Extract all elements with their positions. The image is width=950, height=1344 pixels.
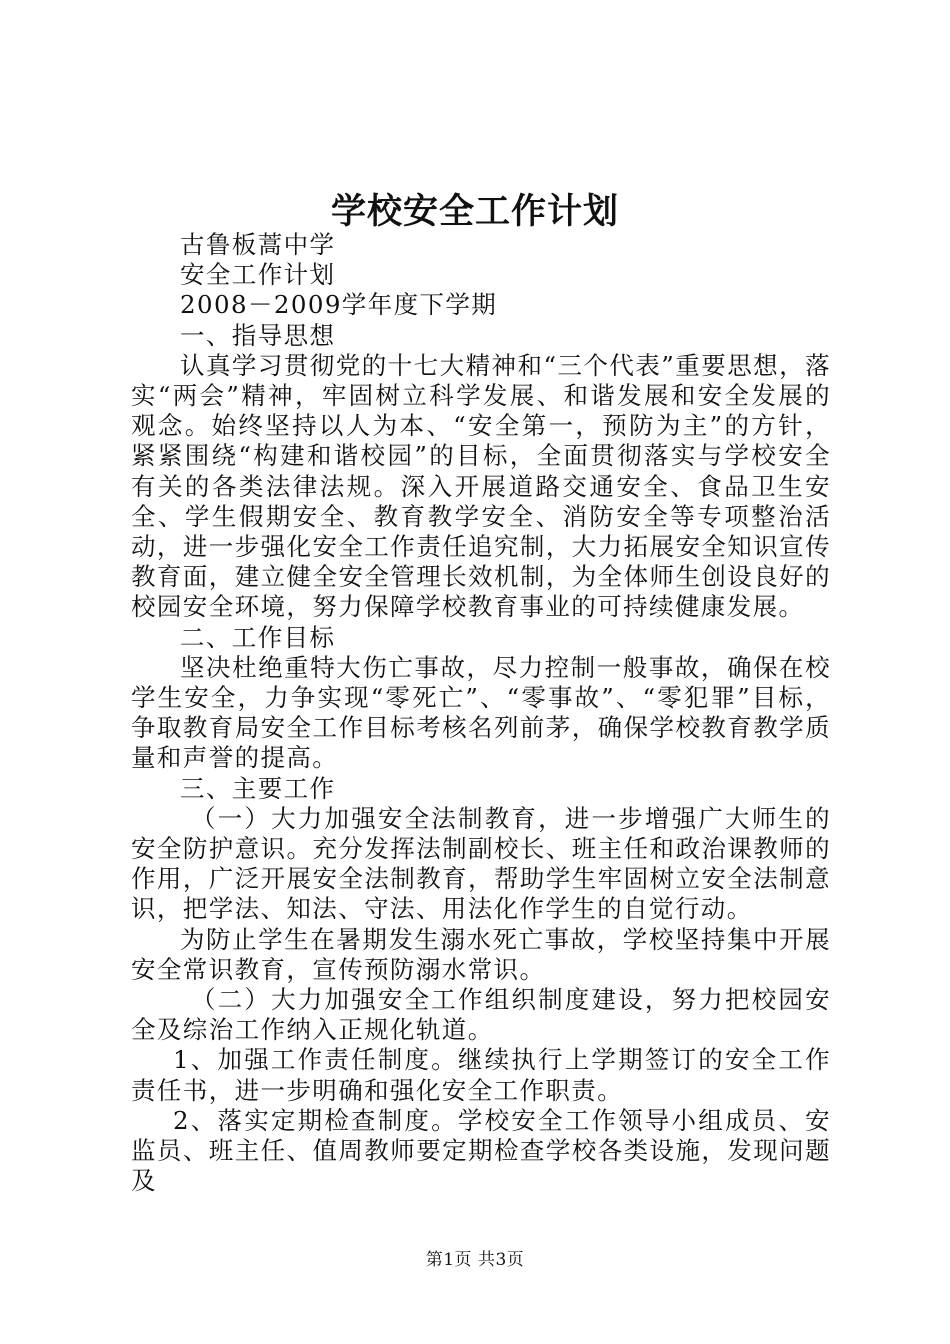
paragraph-work-goals: 坚决杜绝重特大伤亡事故，尽力控制一般事故，确保在校学生安全，力争实现“零死亡”、“零事故”、“零犯罪”目标，争取教育局安全工作目标考核名列前茅，确保学校教育教学质量和声誉的提高。 bbox=[131, 652, 831, 773]
section-heading-guiding-ideology: 一、指导思想 bbox=[180, 320, 336, 350]
paragraph-guiding-ideology: 认真学习贯彻党的十七大精神和“三个代表”重要思想，落实“两会”精神，牢固树立科学发展、和谐发展和安全发展的观念。始终坚持以人为本、“安全第一，预防为主”的方针，紧紧围绕“构建和谐校园”的目标，全面贯彻落实与学校安全有关的各类法律法规。深入开展道路交通安全、食品卫生安全、学生假期安全、教育教学安全、消防安全等专项整治活动，进一步强化安全工作责任追究制，大力拓展安全知识宣传教育面，建立健全安全管理长效机制，为全体师生创设良好的校园安全环境，努力保障学校教育事业的可持续健康发展。 bbox=[131, 350, 831, 622]
paragraph-legal-education: （一）大力加强安全法制教育，进一步增强广大师生的安全防护意识。充分发挥法制副校长、班主任和政治课教师的作用，广泛开展安全法制教育，帮助学生牢固树立安全法制意识，把学法、知法、守法、用法化作学生的自觉行动。 bbox=[131, 803, 831, 924]
section-heading-main-work: 三、主要工作 bbox=[180, 773, 336, 803]
paragraph-responsibility-system: 1、加强工作责任制度。继续执行上学期签订的安全工作责任书，进一步明确和强化安全工作职责。 bbox=[131, 1045, 831, 1105]
page-number-footer: 第1页 共3页 bbox=[425, 1250, 525, 1270]
paragraph-drowning-prevention: 为防止学生在暑期发生溺水死亡事故，学校坚持集中开展安全常识教育，宣传预防溺水常识。 bbox=[131, 924, 831, 984]
document-body bbox=[131, 230, 831, 1197]
school-name: 古鲁板蒿中学 bbox=[180, 230, 336, 259]
paragraph-inspection-system: 2、落实定期检查制度。学校安全工作领导小组成员、安监员、班主任、值周教师要定期检查学校各类设施，发现问题及 bbox=[131, 1105, 831, 1196]
plan-subtitle: 安全工作计划 bbox=[180, 260, 336, 290]
section-heading-work-goals: 二、工作目标 bbox=[180, 622, 336, 652]
semester-line: 2008－2009学年度下学期 bbox=[180, 290, 498, 320]
document-title: 学校安全工作计划 bbox=[330, 191, 619, 232]
paragraph-organization-system: （二）大力加强安全工作组织制度建设，努力把校园安全及综治工作纳入正规化轨道。 bbox=[131, 985, 831, 1045]
